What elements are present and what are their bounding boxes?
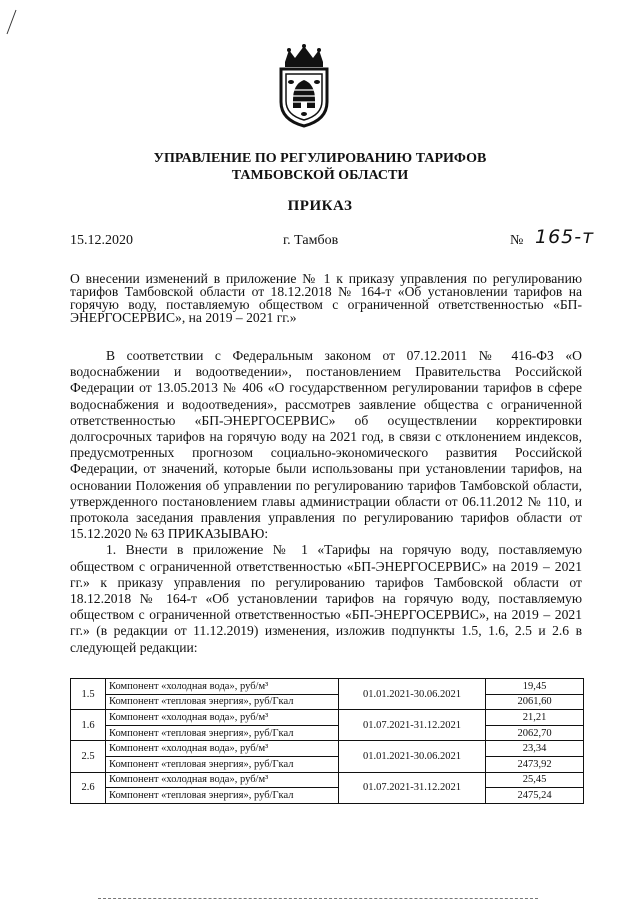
- scan-edge-marks: [98, 898, 538, 901]
- component-cell: Компонент «холодная вода», руб/м³: [106, 772, 339, 788]
- table-row: [71, 679, 584, 695]
- table-row: [71, 772, 584, 788]
- body-paragraph-item-1: 1. Внести в приложение № 1 «Тарифы на горячую воду, поставляемую обществом с ограниченной ответственностью «БП-ЭНЕРГОСЕРВИС» на 2019 – 2021 гг.» к приказу управления по регулированию тарифов Тамбовской области от 18.12.2018 № 164-т «Об установлении тарифов на горячую воду, поставляемую обществом с ограниченной ответственностью «БП-ЭНЕРГОСЕРВИС», на 2019 – 2021 гг.» (в редакции от 11.12.2019) изменения, изложив подпункты 1.5, 1.6, 2.5 и 2.6 в следующей редакции:: [70, 542, 582, 655]
- order-number-label: №: [510, 233, 524, 248]
- component-cell: Компонент «холодная вода», руб/м³: [106, 679, 339, 695]
- order-city: г. Тамбов: [283, 233, 339, 248]
- table-row: [71, 756, 584, 772]
- component-cell: Компонент «тепловая энергия», руб/Гкал: [106, 694, 339, 710]
- table-row: [71, 694, 584, 710]
- component-cell: Компонент «холодная вода», руб/м³: [106, 710, 339, 726]
- table-row: [71, 788, 584, 804]
- period-cell: 01.07.2021-31.12.2021: [339, 772, 486, 803]
- row-code: 1.6: [71, 710, 106, 741]
- value-cell: 2062,70: [486, 725, 584, 741]
- component-cell: Компонент «тепловая энергия», руб/Гкал: [106, 725, 339, 741]
- organization-title-line1: УПРАВЛЕНИЕ ПО РЕГУЛИРОВАНИЮ ТАРИФОВ: [153, 151, 487, 166]
- organization-title: [60, 150, 580, 184]
- document-type-title: ПРИКАЗ: [287, 198, 353, 214]
- component-cell: Компонент «холодная вода», руб/м³: [106, 741, 339, 757]
- value-cell: 2475,24: [486, 788, 584, 804]
- row-code: 2.6: [71, 772, 106, 803]
- table-row: [71, 741, 584, 757]
- row-code: 2.5: [71, 741, 106, 772]
- tariffs-table: [70, 678, 584, 804]
- period-cell: 01.01.2021-30.06.2021: [339, 679, 486, 710]
- period-cell: 01.07.2021-31.12.2021: [339, 710, 486, 741]
- component-cell: Компонент «тепловая энергия», руб/Гкал: [106, 756, 339, 772]
- scan-mark-icon: [4, 8, 18, 36]
- period-cell: 01.01.2021-30.06.2021: [339, 741, 486, 772]
- value-cell: 25,45: [486, 772, 584, 788]
- component-cell: Компонент «тепловая энергия», руб/Гкал: [106, 788, 339, 804]
- table-row: [71, 710, 584, 726]
- table-row: [71, 725, 584, 741]
- order-body: [70, 348, 582, 656]
- value-cell: 19,45: [486, 679, 584, 695]
- value-cell: 23,34: [486, 741, 584, 757]
- value-cell: 2061,60: [486, 694, 584, 710]
- body-paragraph-preamble: В соответствии с Федеральным законом от 07.12.2011 № 416-ФЗ «О водоснабжении и водоотведении», постановлением Правительства Российской Федерации от 13.05.2013 № 406 «О государственном регулировании тарифов в сфере водоснабжения и водоотведения», рассмотрев заявление общества с ограниченной ответственностью «БП-ЭНЕРГОСЕРВИС» об осуществлении корректировки долгосрочных тарифов на горячую воду на 2021 год, в связи с отклонением индексов, предусмотренных прогнозом социально-экономического развития Российской Федерации, от значений, которые были использованы при установлении тарифов, на основании Положения об управлении по регулированию тарифов Тамбовской области, утвержденного постановлением главы администрации области от 06.11.2012 № 110, и протокола заседания правления управления по регулированию тарифов области от 15.12.2020 № 63 ПРИКАЗЫВАЮ:: [70, 348, 582, 542]
- value-cell: 21,21: [486, 710, 584, 726]
- value-cell: 2473,92: [486, 756, 584, 772]
- organization-title-line2: ТАМБОВСКОЙ ОБЛАСТИ: [231, 168, 409, 183]
- order-date: 15.12.2020: [70, 233, 133, 248]
- row-code: 1.5: [71, 679, 106, 710]
- order-number-handwritten: 165-т: [535, 226, 595, 248]
- order-subject: О внесении изменений в приложение № 1 к приказу управления по регулированию тарифов Тамбовской области от 18.12.2018 № 164-т «Об установлении тарифов на горячую воду, поставляемую обществом с ограниченной ответственностью «БП-ЭНЕРГОСЕРВИС», на 2019 – 2021 гг.»: [70, 271, 582, 325]
- coat-of-arms-emblem: [271, 44, 337, 128]
